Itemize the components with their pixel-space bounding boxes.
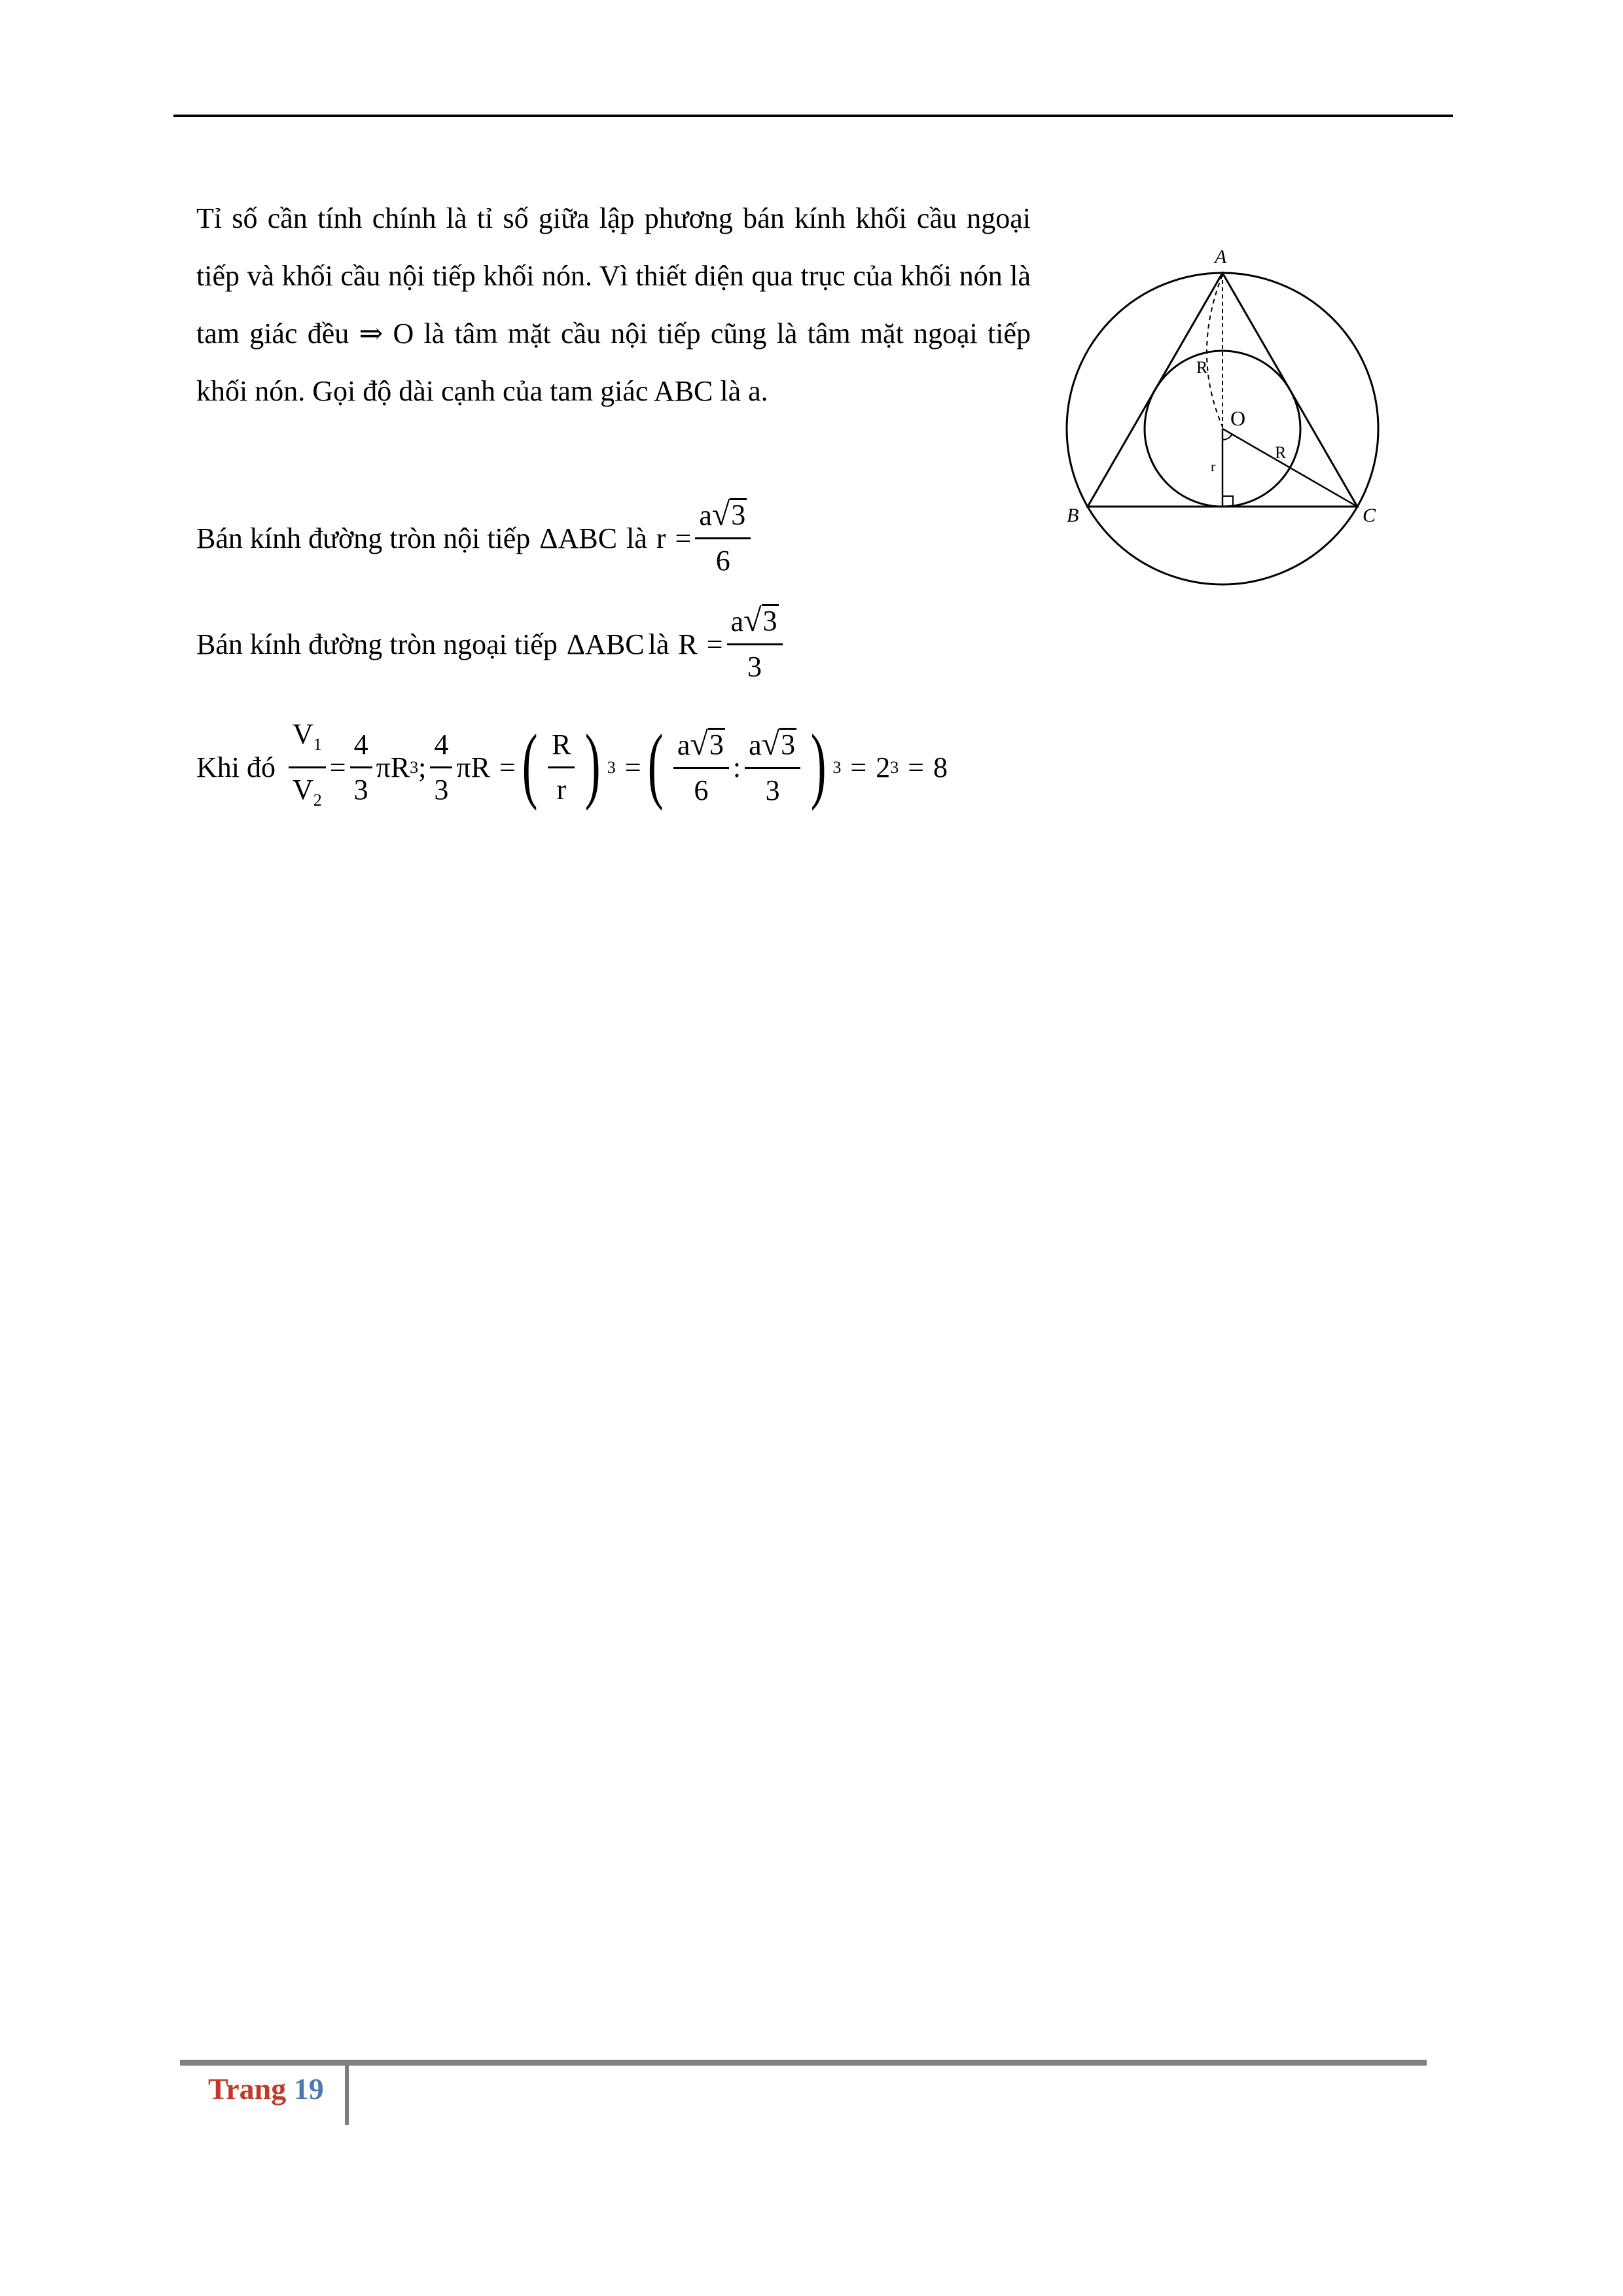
cube-4: 3	[890, 757, 899, 777]
three-2: 3	[434, 774, 449, 806]
circumradius-segment	[1222, 429, 1357, 507]
intro-paragraph: Tỉ số cần tính chính là tỉ số giữa lập phương bán kính khối cầu ngoại tiếp và khối cầu nội tiếp khối nón. Vì thiết diện qua trục của khối nón là tam giác đều ⇒ O là tâm mặt cầu nội tiếp cũng là tâm mặt ngoại tiếp khối nón. Gọi độ dài cạnh của tam giác ABC là a.	[196, 202, 1031, 407]
root-1: 3	[709, 728, 724, 761]
circumradius-root: 3	[762, 605, 777, 637]
three-1: 3	[353, 774, 368, 806]
v2: V	[293, 774, 313, 806]
circumradius-eq: =	[706, 628, 723, 660]
two: 2	[876, 751, 891, 783]
pi-r-2: πR	[456, 751, 490, 783]
label-C: C	[1363, 505, 1376, 526]
colon: :	[732, 751, 741, 783]
circumradius-den: 3	[747, 651, 762, 683]
eq-1: =	[329, 751, 346, 783]
footer-separator	[345, 2060, 349, 2125]
footer-rule	[180, 2060, 1427, 2066]
a-1: a	[677, 728, 690, 761]
page-footer	[208, 2072, 324, 2106]
left-paren-icon: (	[647, 717, 664, 812]
left-paren-icon: (	[522, 717, 538, 812]
R-over-r	[548, 727, 575, 808]
a-2: a	[749, 728, 762, 761]
circumradius-line	[196, 603, 787, 685]
four-thirds-2	[430, 727, 452, 808]
label-R-left: R	[1196, 358, 1208, 377]
inradius-line	[196, 497, 755, 579]
four-thirds-1	[350, 727, 372, 808]
page-number: 19	[293, 2072, 324, 2106]
eq-5: =	[908, 751, 925, 783]
right-angle-mark	[1222, 496, 1233, 507]
inradius-den: 6	[715, 545, 730, 577]
result: 8	[933, 751, 948, 783]
header-rule	[173, 115, 1453, 117]
inradius-la: là	[626, 522, 647, 554]
label-A: A	[1215, 246, 1227, 268]
frac-R: R	[548, 727, 575, 768]
eq-3: =	[624, 751, 641, 783]
inradius-root: 3	[731, 499, 746, 531]
inradius-var: r	[656, 522, 666, 554]
sqrt-icon: √	[761, 725, 780, 762]
sqrt-icon: √	[690, 725, 708, 762]
inradius-triangle: ΔABC	[539, 522, 618, 554]
four-2: 4	[430, 727, 452, 768]
inner-frac-1	[673, 727, 729, 808]
right-paren-icon: )	[585, 717, 601, 812]
circumradius-triangle: ΔABC	[566, 628, 645, 660]
pi-r-1: πR	[376, 751, 410, 783]
den-2: 3	[765, 774, 780, 806]
label-R-right: R	[1275, 443, 1287, 462]
inradius-num-a: a	[699, 499, 712, 531]
ratio-text: Khi đó	[196, 751, 276, 783]
eq-2: =	[499, 751, 516, 783]
label-r: r	[1211, 458, 1216, 475]
circumradius-text: Bán kính đường tròn ngoại tiếp	[196, 628, 558, 660]
frac-r: r	[556, 774, 567, 806]
label-B: B	[1067, 505, 1079, 526]
cone-cross-section-figure	[1047, 236, 1387, 589]
inradius-text: Bán kính đường tròn nội tiếp	[196, 522, 531, 554]
cube-2: 3	[607, 757, 616, 777]
cube-1: 3	[410, 757, 419, 777]
v2-sub: 2	[313, 791, 322, 810]
v1: V	[293, 718, 313, 750]
inradius-fraction	[695, 497, 751, 579]
inner-frac-2	[745, 727, 800, 808]
semicolon: ;	[418, 751, 427, 783]
four-1: 4	[350, 727, 372, 768]
sqrt-icon: √	[743, 601, 762, 638]
root-2: 3	[781, 728, 796, 761]
inradius-eq: =	[675, 522, 692, 554]
right-paren-icon: )	[810, 717, 827, 812]
circumradius-la: là	[648, 628, 669, 660]
v-ratio-fraction	[289, 717, 326, 818]
circumradius-num-a: a	[730, 605, 744, 637]
ratio-line	[196, 717, 948, 818]
den-1: 6	[694, 774, 709, 806]
label-O: O	[1230, 406, 1246, 430]
eq-4: =	[850, 751, 867, 783]
cube-3: 3	[832, 757, 842, 777]
sqrt-icon: √	[711, 495, 730, 532]
circumradius-var: R	[678, 628, 698, 660]
circumradius-fraction	[727, 603, 783, 685]
page-label-text: Trang	[208, 2072, 287, 2106]
angle-mark	[1222, 434, 1232, 440]
v1-sub: 1	[313, 735, 322, 754]
